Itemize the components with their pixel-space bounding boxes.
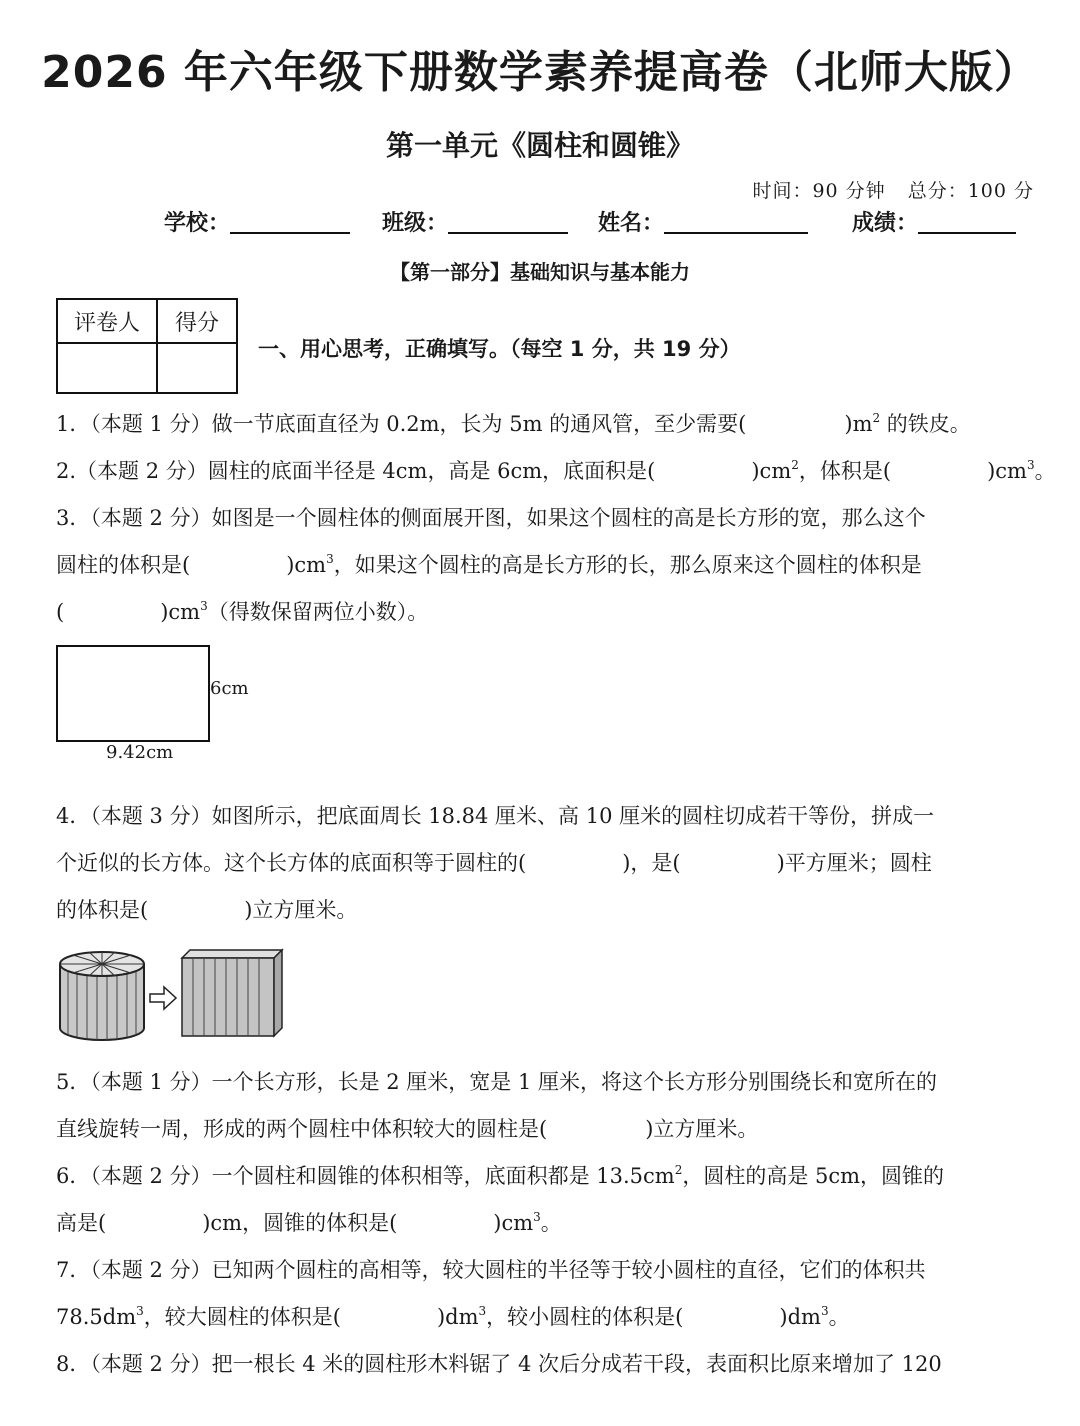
page-title: 2026 年六年级下册数学素养提高卷（北师大版） xyxy=(41,47,1039,98)
class-field xyxy=(382,206,568,237)
class-blank[interactable] xyxy=(448,208,568,234)
unit-subtitle: 第一单元《圆柱和圆锥》 xyxy=(385,129,694,162)
score-cell[interactable] xyxy=(157,343,237,393)
q3-text-f: （得数保留两位小数）。 xyxy=(207,600,429,624)
q2-sup-1: 2 xyxy=(791,458,799,472)
question-8-line-1: 8．（本题 2 分）把一根长 4 米的圆柱形木料锯了 4 次后分成若干段，表面积比原来增加了 120 xyxy=(56,1352,942,1376)
q2-sup-2: 3 xyxy=(1026,458,1035,472)
q2-text-c: ，体积是( xyxy=(798,459,892,483)
q1-sup: 2 xyxy=(872,411,881,425)
exam-total: 总分：100 分 xyxy=(907,180,1034,202)
cylinder-icon xyxy=(60,952,144,1040)
q1-text-a: 1．（本题 1 分）做一节底面直径为 0.2m，长为 5m 的通风管，至少需要( xyxy=(56,412,747,436)
cylinder-to-cuboid-figure xyxy=(52,940,292,1044)
q7-text-c: )dm xyxy=(436,1305,479,1329)
question-3-line-3 xyxy=(56,596,428,626)
section-heading: 一、用心思考，正确填写。（每空 1 分，共 19 分） xyxy=(258,337,741,361)
name-label: 姓名： xyxy=(598,211,665,236)
q1-text-b: )m xyxy=(844,412,873,436)
q6-text-d: )cm，圆锥的体积是( xyxy=(202,1211,398,1235)
figure-height-label: 6cm xyxy=(210,678,249,699)
q6-sup-2: 3 xyxy=(533,1210,541,1224)
q2-text-a: 2.（本题 2 分）圆柱的底面半径是 4cm，高是 6cm，底面积是( xyxy=(56,459,656,483)
q3-text-d: ( xyxy=(56,600,65,624)
q7-sup-2: 3 xyxy=(478,1304,487,1318)
arrow-icon xyxy=(150,987,176,1009)
class-label: 班级： xyxy=(382,211,449,236)
question-6-line-1 xyxy=(56,1160,944,1190)
rectangle-figure xyxy=(56,645,210,742)
exam-info xyxy=(730,176,1034,203)
score-label: 成绩： xyxy=(852,211,919,236)
question-3-line-2 xyxy=(56,549,922,579)
q4-text-a: 个近似的长方体。这个长方体的底面积等于圆柱的( xyxy=(56,851,527,875)
q6-text-a: 6．（本题 2 分）一个圆柱和圆锥的体积相等，底面积都是 13.5cm xyxy=(56,1164,675,1188)
q6-text-f: 。 xyxy=(540,1211,562,1235)
name-blank[interactable] xyxy=(664,208,808,234)
question-3-line-1: 3．（本题 2 分）如图是一个圆柱体的侧面展开图，如果这个圆柱的高是长方形的宽，那么这个 xyxy=(56,506,926,530)
score-blank[interactable] xyxy=(918,208,1016,234)
question-2 xyxy=(56,455,1056,485)
question-4-line-2 xyxy=(56,847,932,877)
question-5-line-2 xyxy=(56,1113,758,1143)
q4-text-e: )立方厘米。 xyxy=(244,898,358,922)
part-heading: 【第一部分】基础知识与基本能力 xyxy=(390,260,690,284)
cuboid-icon xyxy=(182,950,282,1036)
q6-sup-1: 2 xyxy=(674,1163,683,1177)
grader-cell[interactable] xyxy=(57,343,157,393)
q3-sup-2: 3 xyxy=(200,599,208,613)
name-field xyxy=(598,206,808,237)
q7-text-b: ，较大圆柱的体积是( xyxy=(143,1305,341,1329)
school-blank[interactable] xyxy=(230,208,350,234)
q1-text-c: 的铁皮。 xyxy=(880,412,971,436)
exam-time: 时间：90 分钟 xyxy=(752,180,886,202)
q6-text-c: 高是( xyxy=(56,1211,107,1235)
q6-text-e: )cm xyxy=(493,1211,534,1235)
q3-text-c: ，如果这个圆柱的高是长方形的长，那么原来这个圆柱的体积是 xyxy=(333,553,922,577)
q4-text-c: )平方厘米；圆柱 xyxy=(776,851,932,875)
school-label: 学校： xyxy=(164,211,231,236)
question-5-line-1: 5．（本题 1 分）一个长方形，长是 2 厘米，宽是 1 厘米，将这个长方形分别围绕长和宽所在的 xyxy=(56,1070,937,1094)
q7-sup-3: 3 xyxy=(820,1304,829,1318)
q6-text-b: ，圆柱的高是 5cm，圆锥的 xyxy=(682,1164,945,1188)
q3-text-e: )cm xyxy=(160,600,201,624)
question-7-line-1: 7．（本题 2 分）已知两个圆柱的高相等，较大圆柱的半径等于较小圆柱的直径，它们的体积共 xyxy=(56,1258,926,1282)
q7-text-d: ，较小圆柱的体积是( xyxy=(486,1305,684,1329)
q3-text-b: )cm xyxy=(286,553,327,577)
q5-text-b: )立方厘米。 xyxy=(645,1117,759,1141)
q5-text-a: 直线旋转一周，形成的两个圆柱中体积较大的圆柱是( xyxy=(56,1117,548,1141)
q7-text-e: )dm xyxy=(779,1305,821,1329)
figure-width-label: 9.42cm xyxy=(106,742,174,763)
question-6-line-2 xyxy=(56,1207,562,1237)
score-field xyxy=(852,206,1016,237)
question-4-line-3 xyxy=(56,894,357,924)
school-field xyxy=(164,206,350,237)
q4-text-b: )，是( xyxy=(622,851,681,875)
q2-text-e: 。 xyxy=(1034,459,1056,483)
question-4-line-1: 4．（本题 3 分）如图所示，把底面周长 18.84 厘米、高 10 厘米的圆柱切成若干等份，拼成一 xyxy=(56,804,935,828)
q7-sup-1: 3 xyxy=(136,1304,144,1318)
q3-text-a: 圆柱的体积是( xyxy=(56,553,191,577)
score-header: 得分 xyxy=(157,299,237,343)
q3-sup-1: 3 xyxy=(326,552,334,566)
q7-text-f: 。 xyxy=(828,1305,850,1329)
grader-table xyxy=(56,298,238,394)
q4-text-d: 的体积是( xyxy=(56,898,149,922)
q7-text-a: 78.5dm xyxy=(56,1305,137,1329)
q2-text-d: )cm xyxy=(987,459,1027,483)
grader-header: 评卷人 xyxy=(57,299,157,343)
q2-text-b: )cm xyxy=(751,459,792,483)
question-1 xyxy=(56,408,971,438)
question-7-line-2 xyxy=(56,1301,850,1331)
